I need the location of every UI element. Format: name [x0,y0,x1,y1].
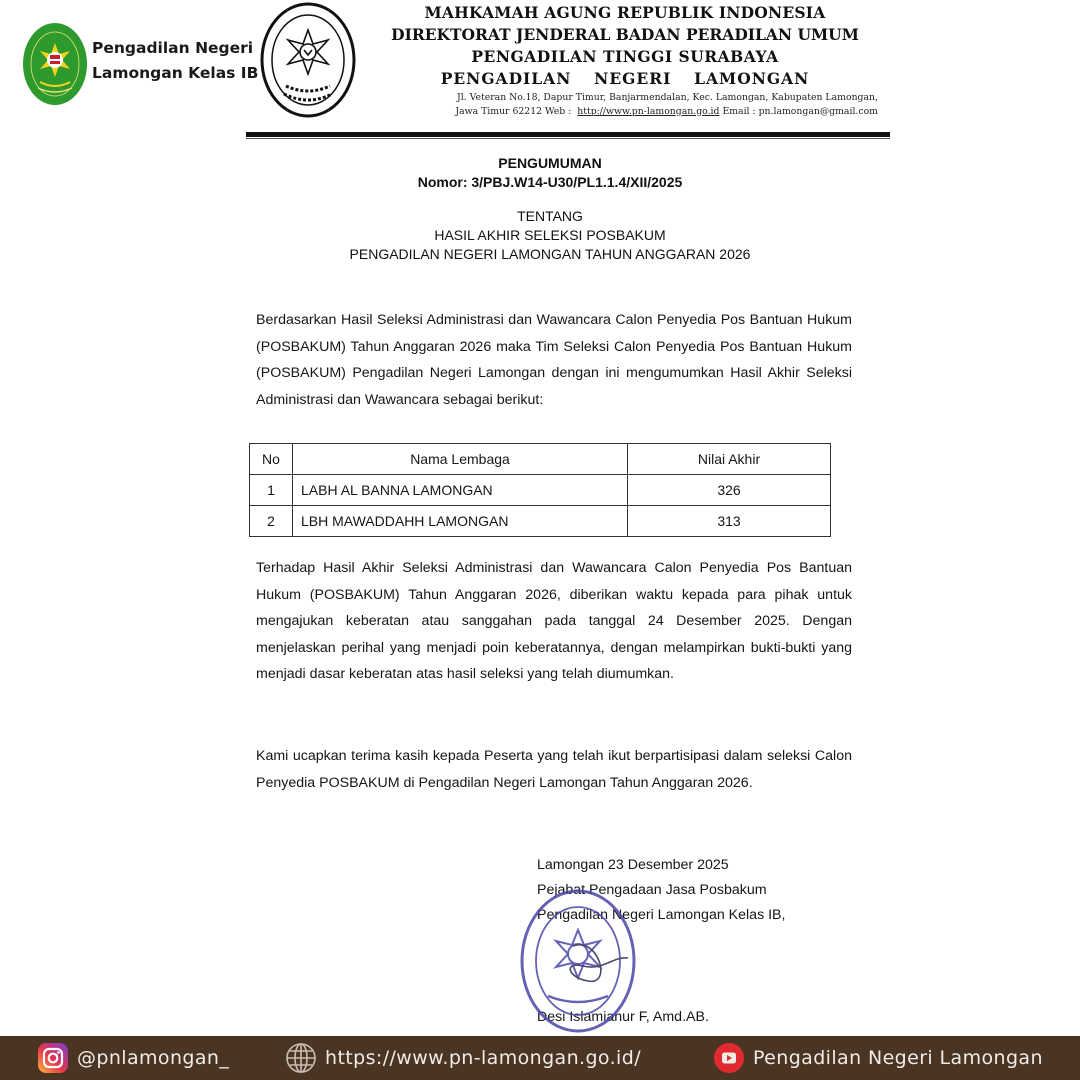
letterhead [375,2,875,90]
table-row [250,475,831,506]
body-paragraph-1: Berdasarkan Hasil Seleksi Administrasi dan Wawancara Calon Penyedia Pos Bantuan Hukum (POSBAKUM) Tahun Anggaran 2026 maka Tim Seleksi Calon Penyedia Pos Bantuan Hukum (POSBAKUM) Pengadilan Negeri Lamongan dengan ini mengumumkan Hasil Akhir Seleksi Administrasi dan Wawancara sebagai berikut: [256,312,852,408]
letterhead-line-3: PENGADILAN TINGGI SURABAYA [471,47,779,66]
row-score: 326 [628,475,831,506]
results-table [249,443,831,537]
table-row [250,506,831,537]
website-footer-link[interactable] [285,1036,641,1080]
row-no: 1 [250,475,293,506]
signature-position-2: Pengadilan Negeri Lamongan Kelas IB, [537,907,786,923]
court-seal-icon [258,0,358,120]
court-emblem-green-icon [22,22,88,106]
header-score: Nilai Akhir [628,444,831,475]
table-header-row [250,444,831,475]
announcement-number: Nomor: 3/PBJ.W14-U30/PL1.1.4/XII/2025 [417,174,683,190]
letterhead-divider [246,132,890,137]
address-line-2 [388,105,878,119]
letterhead-line-1: MAHKAMAH AGUNG REPUBLIK INDONESIA [424,3,826,22]
letterhead-line-2: DIREKTORAT JENDERAL BADAN PERADILAN UMUM [391,25,859,44]
announcement-subject-1: HASIL AKHIR SELEKSI POSBAKUM [434,227,666,243]
row-no: 2 [250,506,293,537]
announcement-title [250,154,850,264]
announcement-subject-2: PENGADILAN NEGERI LAMONGAN TAHUN ANGGARAN 2026 [349,246,751,262]
row-institution: LBH MAWADDAHH LAMONGAN [293,506,628,537]
signer-name: Desi Islamianur F, Amd.AB. [537,1009,709,1025]
social-footer [0,1036,1080,1080]
letterhead-divider-thin [246,138,890,139]
signature-place-date: Lamongan 23 Desember 2025 [537,857,729,873]
announcement-heading: PENGUMUMAN [498,155,602,171]
brand-name-line1: Pengadilan Negeri [92,39,254,57]
header-institution: Nama Lembaga [293,444,628,475]
website-url: https://www.pn-lamongan.go.id/ [325,1047,641,1069]
body-paragraph-3: Kami ucapkan terima kasih kepada Peserta yang telah ikut berpartisipasi dalam seleksi Calon Penyedia POSBAKUM di Pengadilan Negeri Lamongan Tahun Anggaran 2026. [256,748,852,791]
official-stamp-icon [518,886,648,1036]
brand-name-line2: Lamongan Kelas IB [92,64,259,82]
email-text: Email : pn.lamongan@gmail.com [719,105,878,117]
row-institution: LABH AL BANNA LAMONGAN [293,475,628,506]
youtube-icon [713,1042,745,1074]
youtube-channel: Pengadilan Negeri Lamongan [753,1047,1043,1069]
globe-icon [285,1042,317,1074]
address-prefix: Jawa Timur 62212 Web : [455,105,578,117]
brand-name [92,36,258,86]
announcement-about: TENTANG [517,208,583,224]
letterhead-line-4: PENGADILAN NEGERI LAMONGAN [440,69,810,88]
row-score: 313 [628,506,831,537]
instagram-link[interactable] [37,1036,229,1080]
address-line-1: Jl. Veteran No.18, Dapur Timur, Banjarmendalan, Kec. Lamongan, Kabupaten Lamongan, [457,92,878,103]
signature-position-1: Pejabat Pengadaan Jasa Posbakum [537,882,767,898]
instagram-icon [37,1042,69,1074]
youtube-link[interactable] [713,1036,1043,1080]
instagram-handle: @pnlamongan_ [77,1047,230,1069]
header-no: No [250,444,293,475]
letterhead-address [388,91,878,118]
website-link[interactable]: http://www.pn-lamongan.go.id [577,105,720,117]
body-paragraph-2: Terhadap Hasil Akhir Seleksi Administrasi dan Wawancara Calon Penyedia Pos Bantuan Hukum (POSBAKUM) Tahun Anggaran 2026, diberikan waktu kepada para pihak untuk mengajukan keberatan atau sanggahan pada tanggal 24 Desember 2025. Dengan menjelaskan perihal yang menjadi poin keberatannya, dengan melampirkan bukti-bukti yang menjadi dasar keberatan atas hasil seleksi yang telah diumumkan. [256,560,852,682]
